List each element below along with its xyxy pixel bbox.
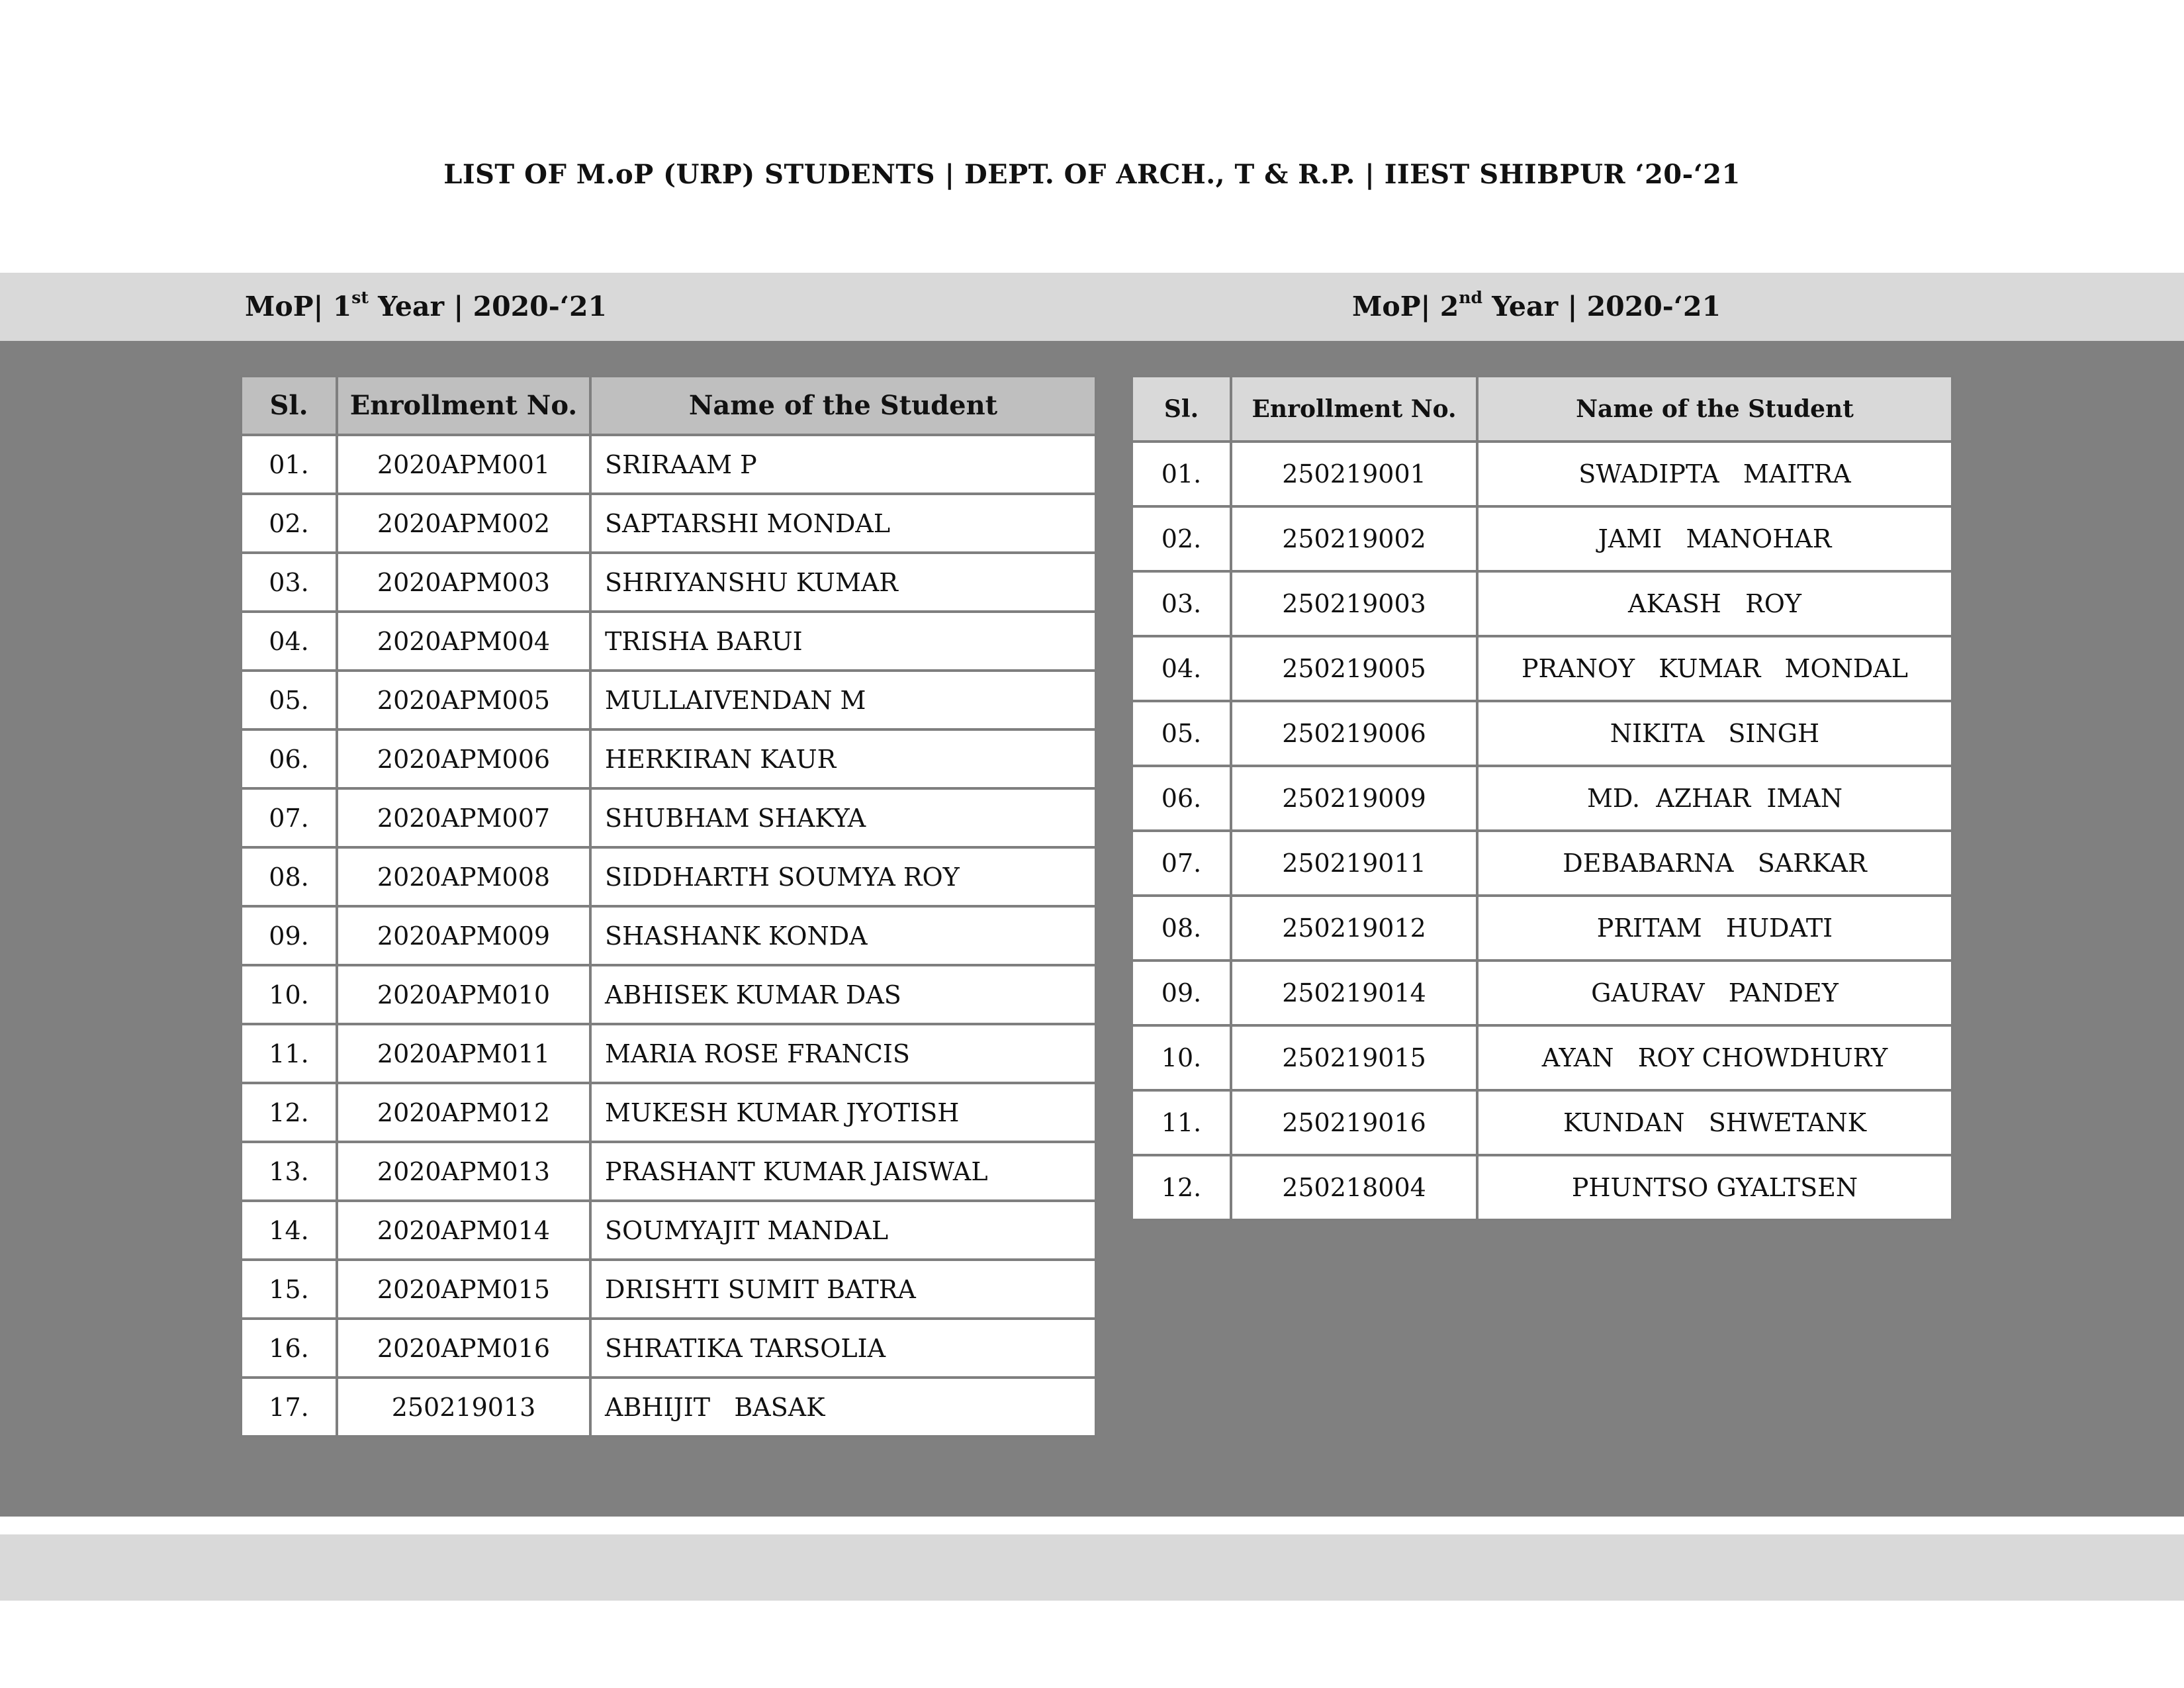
first-year-student-table [240,375,1097,1438]
first-year-title-prefix: MoP| 1 [245,291,352,322]
second-year-title-prefix: MoP| 2 [1352,291,1459,322]
student-name-cell: DEBABARNA SARKAR [1477,831,1952,896]
student-name-cell: TRISHA BARUI [590,612,1096,671]
enrollment-number-cell: 250219014 [1231,961,1477,1025]
serial-number-cell: 15. [241,1260,337,1319]
second-year-title-sup: nd [1459,288,1482,308]
student-name-cell: SHUBHAM SHAKYA [590,788,1096,847]
table-row [241,847,1096,906]
table-row [241,553,1096,612]
enrollment-number-cell: 250219002 [1231,506,1477,571]
student-name-cell: ABHISEK KUMAR DAS [590,965,1096,1024]
enrollment-number-cell: 250219006 [1231,701,1477,766]
student-name-cell: PRASHANT KUMAR JAISWAL [590,1142,1096,1201]
student-name-cell: GAURAV PANDEY [1477,961,1952,1025]
serial-number-cell: 16. [241,1319,337,1378]
enrollment-number-cell: 2020APM005 [337,671,590,729]
table-row [241,1260,1096,1319]
student-name-cell: SAPTARSHI MONDAL [590,494,1096,553]
enrollment-number-cell: 2020APM004 [337,612,590,671]
enrollment-number-cell: 2020APM015 [337,1260,590,1319]
second-year-section-title [0,273,2184,341]
enrollment-number-cell: 250219015 [1231,1025,1477,1090]
serial-number-cell: 11. [241,1024,337,1083]
second-year-title-suffix: Year | 2020-‘21 [1482,291,1721,322]
table-header-row [1132,376,1952,442]
enrollment-number-cell: 2020APM013 [337,1142,590,1201]
serial-number-cell: 09. [241,906,337,965]
student-name-cell: AKASH ROY [1477,571,1952,636]
enrollment-number-cell: 2020APM016 [337,1319,590,1378]
serial-number-cell: 01. [1132,442,1231,506]
student-name-cell: SHRIYANSHU KUMAR [590,553,1096,612]
enrollment-number-cell: 250219016 [1231,1090,1477,1155]
table-row [1132,1155,1952,1220]
table-row [1132,1090,1952,1155]
student-name-cell: AYAN ROY CHOWDHURY [1477,1025,1952,1090]
section-header-band [0,273,2184,341]
serial-number-cell: 12. [241,1083,337,1142]
student-name-cell: PRITAM HUDATI [1477,896,1952,961]
first-year-title-suffix: Year | 2020-‘21 [368,291,608,322]
first-year-table-body [241,435,1096,1436]
table-row [1132,766,1952,831]
table-row [241,1024,1096,1083]
serial-number-cell: 02. [1132,506,1231,571]
table-row [241,1083,1096,1142]
table-row [1132,636,1952,701]
serial-number-cell: 01. [241,435,337,494]
column-header-enrollment: Enrollment No. [337,376,590,435]
table-row [241,671,1096,729]
serial-number-cell: 12. [1132,1155,1231,1220]
column-header-name: Name of the Student [590,376,1096,435]
enrollment-number-cell: 250219005 [1231,636,1477,701]
column-header-name: Name of the Student [1477,376,1952,442]
table-row [241,612,1096,671]
table-row [241,729,1096,788]
enrollment-number-cell: 250219012 [1231,896,1477,961]
enrollment-number-cell: 250219003 [1231,571,1477,636]
student-name-cell: MD. AZHAR IMAN [1477,766,1952,831]
table-row [241,494,1096,553]
serial-number-cell: 06. [1132,766,1231,831]
first-year-title-sup: st [351,288,369,308]
table-header-row [241,376,1096,435]
enrollment-number-cell: 250219009 [1231,766,1477,831]
serial-number-cell: 04. [1132,636,1231,701]
serial-number-cell: 07. [241,788,337,847]
table-row [1132,506,1952,571]
student-name-cell: SOUMYAJIT MANDAL [590,1201,1096,1260]
enrollment-number-cell: 2020APM002 [337,494,590,553]
student-name-cell: PHUNTSO GYALTSEN [1477,1155,1952,1220]
table-row [241,965,1096,1024]
student-name-cell: SIDDHARTH SOUMYA ROY [590,847,1096,906]
enrollment-number-cell: 2020APM006 [337,729,590,788]
enrollment-number-cell: 250218004 [1231,1155,1477,1220]
table-row [1132,701,1952,766]
serial-number-cell: 02. [241,494,337,553]
table-row [241,1201,1096,1260]
table-row [1132,571,1952,636]
table-row [1132,1025,1952,1090]
column-header-sl: Sl. [241,376,337,435]
student-name-cell: HERKIRAN KAUR [590,729,1096,788]
serial-number-cell: 06. [241,729,337,788]
serial-number-cell: 05. [1132,701,1231,766]
student-name-cell: KUNDAN SHWETANK [1477,1090,1952,1155]
second-year-student-table [1130,375,1954,1221]
table-row [241,1142,1096,1201]
table-row [1132,442,1952,506]
enrollment-number-cell: 2020APM003 [337,553,590,612]
student-name-cell: DRISHTI SUMIT BATRA [590,1260,1096,1319]
serial-number-cell: 09. [1132,961,1231,1025]
page-title: LIST OF M.oP (URP) STUDENTS | DEPT. OF ARCH., T & R.P. | IIEST SHIBPUR ‘20-‘21 [443,159,1741,190]
serial-number-cell: 14. [241,1201,337,1260]
table-row [241,1319,1096,1378]
serial-number-cell: 10. [1132,1025,1231,1090]
student-name-cell: SHASHANK KONDA [590,906,1096,965]
enrollment-number-cell: 2020APM014 [337,1201,590,1260]
serial-number-cell: 05. [241,671,337,729]
footer-band [0,1534,2184,1601]
table-row [1132,961,1952,1025]
second-year-table-body [1132,442,1952,1220]
table-row [241,435,1096,494]
student-name-cell: PRANOY KUMAR MONDAL [1477,636,1952,701]
serial-number-cell: 04. [241,612,337,671]
enrollment-number-cell: 2020APM007 [337,788,590,847]
student-name-cell: SHRATIKA TARSOLIA [590,1319,1096,1378]
enrollment-number-cell: 2020APM011 [337,1024,590,1083]
column-header-enrollment: Enrollment No. [1231,376,1477,442]
enrollment-number-cell: 2020APM010 [337,965,590,1024]
student-name-cell: ABHIJIT BASAK [590,1378,1096,1436]
student-name-cell: MUKESH KUMAR JYOTISH [590,1083,1096,1142]
student-name-cell: MARIA ROSE FRANCIS [590,1024,1096,1083]
serial-number-cell: 10. [241,965,337,1024]
table-row [1132,896,1952,961]
enrollment-number-cell: 2020APM012 [337,1083,590,1142]
serial-number-cell: 07. [1132,831,1231,896]
table-row [241,906,1096,965]
serial-number-cell: 08. [1132,896,1231,961]
serial-number-cell: 13. [241,1142,337,1201]
student-name-cell: JAMI MANOHAR [1477,506,1952,571]
enrollment-number-cell: 250219001 [1231,442,1477,506]
student-name-cell: MULLAIVENDAN M [590,671,1096,729]
table-row [241,1378,1096,1436]
student-name-cell: SWADIPTA MAITRA [1477,442,1952,506]
table-row [241,788,1096,847]
serial-number-cell: 03. [1132,571,1231,636]
column-header-sl: Sl. [1132,376,1231,442]
enrollment-number-cell: 250219013 [337,1378,590,1436]
student-name-cell: SRIRAAM P [590,435,1096,494]
serial-number-cell: 11. [1132,1090,1231,1155]
serial-number-cell: 08. [241,847,337,906]
enrollment-number-cell: 250219011 [1231,831,1477,896]
enrollment-number-cell: 2020APM009 [337,906,590,965]
student-name-cell: NIKITA SINGH [1477,701,1952,766]
serial-number-cell: 17. [241,1378,337,1436]
enrollment-number-cell: 2020APM001 [337,435,590,494]
enrollment-number-cell: 2020APM008 [337,847,590,906]
serial-number-cell: 03. [241,553,337,612]
table-row [1132,831,1952,896]
